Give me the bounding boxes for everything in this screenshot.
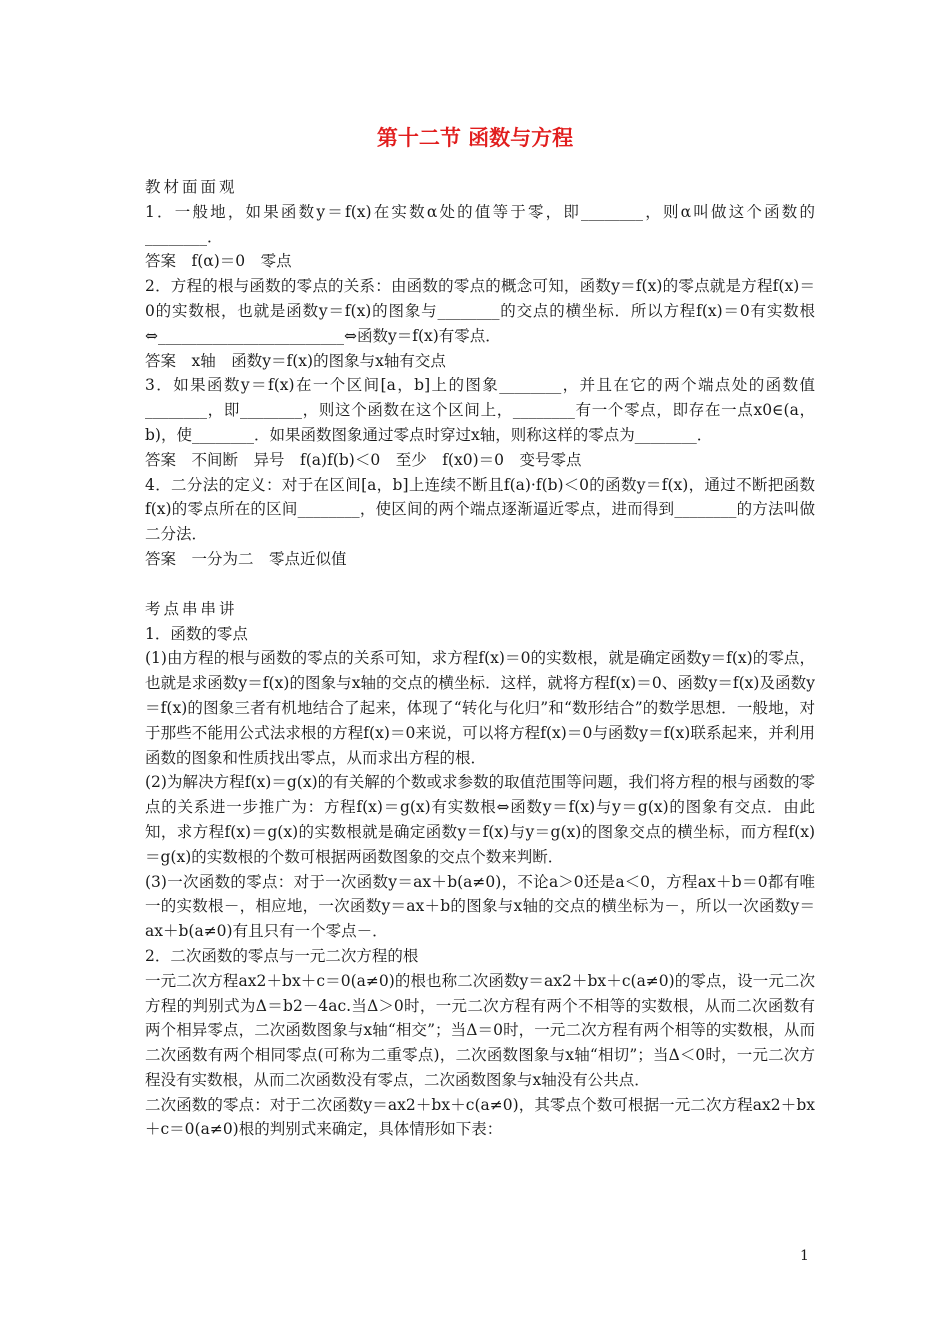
paragraph-5: 二次函数的零点：对于二次函数y＝ax2＋bx＋c(a≠0)，其零点个数可根据一元二次方程ax2＋bx＋c＝0(a≠0)根的判别式来确定，具体情形如下表： xyxy=(145,1095,815,1139)
page-title: 第十二节 函数与方程 xyxy=(376,125,574,150)
answer-4: 答案 一分为二 零点近似值 xyxy=(145,549,347,568)
paragraph-1: (1)由方程的根与函数的零点的关系可知，求方程f(x)＝0的实数根，就是确定函数y＝f(x)的零点，也就是求函数y＝f(x)的图象与x轴的交点的横坐标．这样，就将方程f(x)＝0、函数y＝f(x)及函数y＝f(x)的图象三者有机地结合了起来，体现了“转化与化归”和“数形结合”的数学思想．一般地，对于那些不能用公式法求根的方程f(x)＝0来说，可以将方程f(x)＝0与函数y＝f(x)联系起来，并利用函数的图象和性质找出零点，从而求出方程的根． xyxy=(145,649,815,767)
paragraph-4: 一元二次方程ax2＋bx＋c＝0(a≠0)的根也称二次函数y＝ax2＋bx＋c(a≠0)的零点，设一元二次方程的判别式为Δ＝b2－4ac.当Δ＞0时，一元二次方程有两个不相等的实数根，从而二次函数有两个相异零点，二次函数图象与x轴“相交”；当Δ＝0时，一元二次方程有两个相等的实数根，从而二次函数有两个相同零点(可称为二重零点)，二次函数图象与x轴“相切”；当Δ＜0时，一元二次方程没有实数根，从而二次函数没有零点，二次函数图象与x轴没有公共点． xyxy=(145,971,815,1089)
page-number: 1 xyxy=(800,1248,809,1264)
subheading-quadratic: 2．二次函数的零点与一元二次方程的根 xyxy=(145,946,419,965)
document-body xyxy=(145,175,815,1142)
section-heading-textbook: 教材面面观 xyxy=(145,178,238,196)
section-spacer xyxy=(145,572,815,597)
answer-1: 答案 f(α)＝0 零点 xyxy=(145,252,292,271)
paragraph-2: (2)为解决方程f(x)＝g(x)的有关解的个数或求参数的取值范围等问题，我们将方程的根与函数的零点的关系进一步推广为：方程f(x)＝g(x)有实数根⇔函数y＝f(x)与y＝g(x)的图象有交点．由此知，求方程f(x)＝g(x)的实数根就是确定函数y＝f(x)与y＝g(x)的图象交点的横坐标，而方程f(x)＝g(x)的实数根的个数可根据两函数图象的交点个数来判断． xyxy=(145,773,815,866)
question-3: 3．如果函数y＝f(x)在一个区间[a，b]上的图象________，并且在它的两个端点处的函数值________，即________，则这个函数在这个区间上，________有一个零点，即存在一点x0∈(a，b)，使________．如果函数图象通过零点时穿过x轴，则称这样的零点为________． xyxy=(145,376,815,444)
question-2: 2．方程的根与函数的零点的关系：由函数的零点的概念可知，函数y＝f(x)的零点就是方程f(x)＝0的实数根，也就是函数y＝f(x)的图象与________的交点的横坐标．所以方程f(x)＝0有实数根⇔________________________⇔函数y＝f(x)有零点． xyxy=(145,277,815,345)
paragraph-3: (3)一次函数的零点：对于一次函数y＝ax＋b(a≠0)，不论a＞0还是a＜0，方程ax＋b＝0都有唯一的实数根－，相应地，一次函数y＝ax＋b的图象与x轴的交点的横坐标为－，所以一次函数y＝ax＋b(a≠0)有且只有一个零点－． xyxy=(145,872,815,941)
subheading-zeros: 1．函数的零点 xyxy=(145,624,248,643)
answer-2: 答案 x轴 函数y＝f(x)的图象与x轴有交点 xyxy=(145,351,446,370)
question-1: 1．一般地，如果函数y＝f(x)在实数α处的值等于零，即________，则α叫做这个函数的________． xyxy=(145,202,815,246)
question-4: 4．二分法的定义：对于在区间[a，b]上连续不断且f(a)·f(b)＜0的函数y＝f(x)，通过不断把函数f(x)的零点所在的区间________，使区间的两个端点逐渐逼近零点，进而得到________的方法叫做二分法． xyxy=(145,475,815,544)
section-heading-key-points: 考点串串讲 xyxy=(145,599,238,618)
answer-3: 答案 不间断 异号 f(a)f(b)＜0 至少 f(x0)＝0 变号零点 xyxy=(145,450,582,469)
